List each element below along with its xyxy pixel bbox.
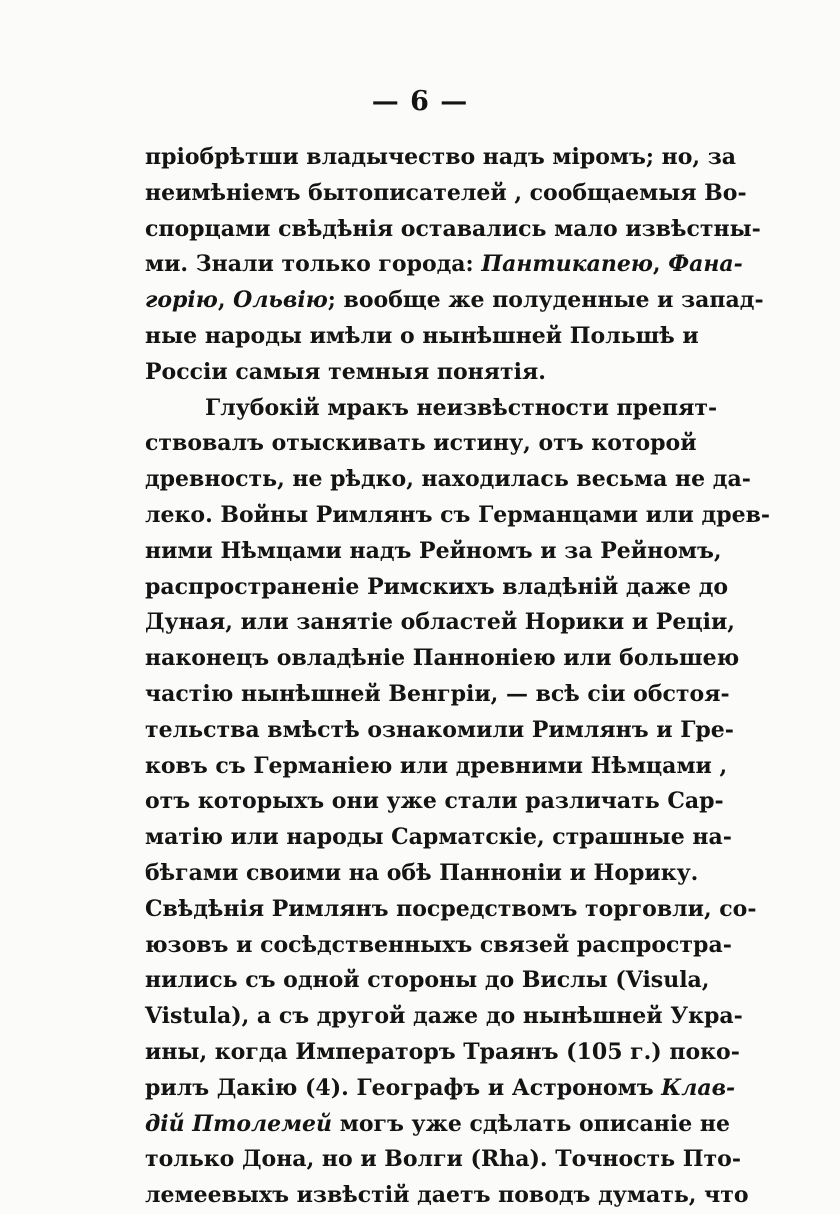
text-line — [145, 856, 699, 892]
text-line — [145, 677, 730, 713]
text-segment: могъ уже сдѣлать описаніе не — [332, 1110, 730, 1137]
text-line — [145, 283, 764, 319]
text-line — [145, 355, 695, 391]
text-segment: спорцами свѣдѣнія оставались мало извѣстны- — [145, 215, 761, 242]
text-line — [145, 999, 743, 1035]
text-segment: нились съ одной стороны до Вислы (Visula, — [145, 967, 710, 994]
italic-text: Пантикапею — [481, 251, 653, 278]
text-line — [145, 534, 722, 570]
italic-text: горію — [145, 287, 218, 314]
text-segment: ины, когда Императоръ Траянъ (105 г.) поко- — [145, 1038, 740, 1065]
text-line — [145, 462, 751, 498]
text-segment: ми. Знали только города: — [145, 251, 482, 278]
text-line — [145, 391, 718, 427]
text-segment: Россіи самыя темныя понятія. — [145, 358, 546, 385]
text-line — [145, 892, 757, 928]
text-segment: юзовъ и сосѣдственныхъ связей распростра- — [145, 931, 732, 958]
body-text — [145, 140, 770, 1214]
text-line — [145, 498, 770, 534]
text-segment: пріобрѣтши владычество надъ міромъ; но, за — [145, 144, 737, 170]
text-segment: рилъ Дакію (4). Географъ и Астрономъ — [145, 1074, 662, 1101]
text-segment: древность, не рѣдко, находилась весьма не да- — [145, 466, 751, 493]
text-segment: наконецъ овладѣніе Панноніею или большею — [145, 645, 740, 672]
text-segment: Дуная, или занятіе областей Норики и Реціи, — [145, 609, 735, 636]
text-segment: ствовалъ отыскивать истину, отъ которой — [145, 430, 697, 457]
text-segment: неимѣніемъ бытописателей , сообщаемыя Во- — [145, 179, 747, 206]
text-segment: ные народы имѣли о нынѣшней Польшѣ и — [145, 322, 699, 349]
text-line — [145, 140, 737, 176]
text-segment: матію или народы Сарматскіе, страшные на- — [145, 824, 732, 851]
text-segment: частію нынѣшней Венгріи, — всѣ сіи обстоя- — [145, 680, 730, 707]
text-line — [145, 1035, 740, 1071]
text-segment: бѣгами своими на обѣ Панноніи и Норику. — [145, 859, 699, 886]
text-segment: ковъ съ Германіею или древними Нѣмцами , — [145, 752, 728, 779]
text-segment: ; вообще же полуденные и запад- — [327, 287, 764, 314]
text-segment: Vistula), а съ другой даже до нынѣшней Укра- — [145, 1003, 743, 1030]
text-line — [145, 1142, 741, 1178]
text-line — [145, 749, 728, 785]
text-line — [145, 1107, 730, 1143]
text-segment: ними Нѣмцами надъ Рейномъ и за Рейномъ, — [145, 537, 722, 564]
text-line — [145, 247, 743, 283]
page-number: — 6 — — [371, 86, 469, 117]
text-line — [145, 1178, 749, 1214]
text-line — [145, 176, 747, 212]
text-line — [145, 426, 695, 462]
italic-text: Клав- — [661, 1074, 736, 1101]
text-line — [145, 963, 710, 999]
text-segment: отъ которыхъ они уже стали различать Сар- — [145, 788, 724, 815]
text-line — [145, 212, 761, 248]
text-line — [145, 820, 732, 856]
text-segment: Свѣдѣнія Римлянъ посредствомъ торговли, со- — [145, 895, 757, 922]
text-segment: только Дона, но и Волги (Rha). Точность Пто- — [145, 1146, 741, 1173]
italic-text: Фана- — [668, 251, 743, 278]
text-segment: лемеевыхъ извѣстій даетъ поводъ думать, что — [145, 1182, 749, 1209]
text-segment: тельства вмѣстѣ ознакомили Римлянъ и Гре- — [145, 716, 734, 743]
italic-text: Ольвію — [233, 287, 328, 314]
text-line — [145, 1071, 736, 1107]
text-segment: Глубокій мракъ неизвѣстности препят- — [205, 394, 718, 421]
text-segment: распространеніе Римскихъ владѣній даже до — [145, 573, 729, 600]
text-line — [145, 928, 732, 964]
text-line — [145, 713, 734, 749]
text-line — [145, 570, 729, 606]
text-line — [145, 605, 735, 641]
text-segment: , — [652, 251, 669, 278]
text-line — [145, 641, 740, 677]
italic-text: дій Птолемей — [145, 1110, 333, 1137]
text-line — [145, 784, 724, 820]
text-segment: леко. Войны Римлянъ съ Германцами или древ- — [145, 501, 770, 528]
text-segment: , — [217, 287, 234, 314]
text-line — [145, 319, 699, 355]
